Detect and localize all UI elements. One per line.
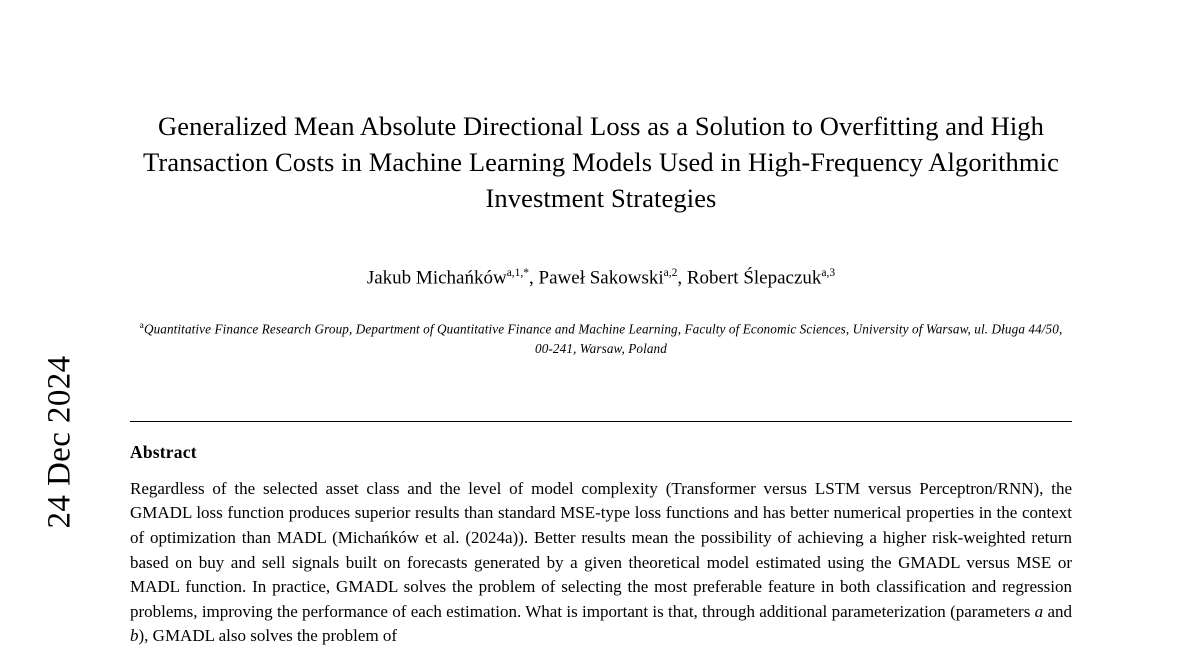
- abstract-param-a: a: [1034, 601, 1044, 621]
- abstract-param-b: b: [130, 626, 139, 646]
- horizontal-divider: [130, 421, 1072, 422]
- arxiv-stamp-date: 24 Dec 2024: [41, 355, 78, 529]
- paper-content: [130, 0, 1072, 649]
- affiliation-text: Quantitative Finance Research Group, Department of Quantitative Finance and Machine Learning, Faculty of Economic Sciences, University of Warsaw, ul. Długa 44/50, 00-241, Warsaw, Poland: [143, 321, 1063, 357]
- author-separator-2: ,: [677, 267, 687, 289]
- author-3-affiliation-marker: a,3: [821, 267, 836, 279]
- abstract-heading: Abstract: [130, 441, 197, 462]
- author-2-name: Paweł Sakowski: [538, 267, 664, 289]
- abstract-text-mid: and: [1043, 601, 1072, 621]
- affiliation-block: [130, 317, 1072, 358]
- author-1-affiliation-marker: a,1,*: [506, 267, 530, 279]
- author-3-name: Robert Ślepaczuk: [686, 267, 822, 289]
- affiliation-marker: a: [139, 321, 144, 332]
- abstract-text-part-2: ), GMADL also solves the problem of: [138, 626, 398, 646]
- page-title: Generalized Mean Absolute Directional Loss as a Solution to Overfitting and High Transaction Costs in Machine Learning Models Used in High-Frequency Algorithmic Investment Strategies: [143, 111, 1059, 213]
- author-2-affiliation-marker: a,2: [663, 267, 678, 279]
- arxiv-stamp: [0, 0, 110, 648]
- author-1-name: Jakub Michańków: [366, 267, 507, 289]
- author-list: [130, 260, 1072, 291]
- abstract-text-part-1: Regardless of the selected asset class and the level of model complexity (Transformer versus LSTM versus Perceptron/RNN), the GMADL loss function produces superior results than standard MSE-type loss functions and has better numerical properties in the context of optimization than MADL (Michańków et al. (2024a)). Better results mean the possibility of achieving a higher risk-weighted return based on buy and sell signals built on forecasts generated by a given theoretical model estimated using the GMADL versus MSE or MADL function. In practice, GMADL solves the problem of selecting the most preferable feature in both classification and regression problems, improving the performance of each estimation. What is important is that, through additional parameterization (parameters: [130, 478, 1072, 621]
- abstract-body: [130, 477, 1072, 649]
- author-separator-1: ,: [529, 267, 539, 289]
